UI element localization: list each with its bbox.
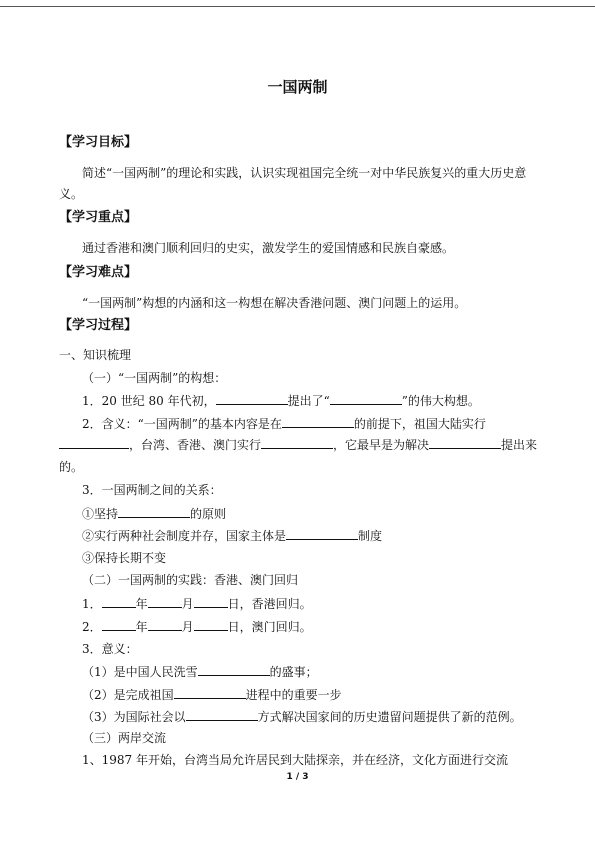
relation-1-text-b: 的原则: [190, 507, 227, 521]
macau-number: 2．: [82, 620, 102, 634]
heading-key-points: 【学习重点】: [59, 210, 138, 225]
relation-2-text-a: ②实行两种社会制度并存，国家主体是: [82, 529, 287, 543]
blank-principle[interactable]: [118, 505, 190, 518]
part-practice-heading: （二）一国两制的实践：香港、澳门回归: [82, 573, 299, 587]
goals-text-line2: 义。: [59, 187, 84, 201]
item-1-line: [82, 392, 480, 409]
blank-macau-month[interactable]: [148, 618, 182, 631]
item-2-line3: 的。: [59, 460, 84, 474]
item-2-text-a: 2．含义：“一国两制”的基本内容是在: [82, 417, 282, 431]
goals-text-line1: 简述“一国两制”的理论和实践，认识实现祖国完全统一对中华民族复兴的重大历史意: [82, 166, 527, 180]
significance-2-text-a: （2）是完成祖国: [82, 688, 174, 702]
blank-premise[interactable]: [282, 415, 354, 428]
item-1-text-a: 1．20 世纪 80 年代初，: [82, 394, 216, 408]
hk-month-label: 月: [181, 597, 194, 611]
blank-macau-year[interactable]: [102, 618, 136, 631]
hk-day-label: 日，香港回归。: [227, 597, 312, 611]
heading-goals: 【学习目标】: [59, 135, 138, 150]
item-2-line2: [59, 436, 537, 453]
blank-proposer[interactable]: [216, 392, 288, 405]
significance-3: [82, 708, 522, 725]
macau-return-line: [82, 618, 312, 635]
item-2-text-b: 的前提下，祖国大陆实行: [353, 417, 486, 431]
blank-concept[interactable]: [330, 392, 402, 405]
blank-original-issue[interactable]: [429, 436, 501, 449]
blank-hk-month[interactable]: [148, 595, 182, 608]
hk-return-line: [82, 595, 312, 612]
cross-strait-item-1: 1、1987 年开始，台湾当局允许居民到大陆探亲，并在经济，文化方面进行交流: [82, 753, 508, 767]
heading-process: 【学习过程】: [59, 318, 138, 333]
significance-heading: 3．意义：: [82, 642, 138, 656]
significance-2: [82, 686, 342, 703]
item-2-text-c: ，台湾、香港、澳门实行: [129, 438, 262, 452]
blank-mainland-system[interactable]: [59, 436, 129, 449]
macau-year-label: 年: [135, 620, 148, 634]
item-1-text-b: 提出了“: [287, 394, 330, 408]
blank-humiliation[interactable]: [198, 663, 270, 676]
part-cross-strait-heading: （三）两岸交流: [82, 731, 167, 745]
item-3-heading: 3．一国两制之间的关系：: [82, 483, 222, 497]
blank-macau-day[interactable]: [194, 618, 228, 631]
significance-3-text-b: 方式解决国家间的历史遗留问题提供了新的范例。: [257, 710, 522, 724]
macau-day-label: 日，澳门回归。: [227, 620, 312, 634]
relation-1-text-a: ①坚持: [82, 507, 119, 521]
heading-difficulties: 【学习难点】: [59, 265, 138, 280]
blank-hk-year[interactable]: [102, 595, 136, 608]
item-2-text-e: 提出来: [501, 438, 538, 452]
significance-3-text-a: （3）为国际社会以: [82, 710, 186, 724]
significance-2-text-b: 进程中的重要一步: [245, 688, 342, 702]
macau-month-label: 月: [181, 620, 194, 634]
relation-2: [82, 527, 382, 544]
item-2-text-d: ，它最早是为解决: [333, 438, 430, 452]
blank-unification[interactable]: [174, 686, 246, 699]
relation-1: [82, 505, 226, 522]
relation-2-text-b: 制度: [358, 529, 383, 543]
hk-year-label: 年: [135, 597, 148, 611]
blank-regions-system[interactable]: [261, 436, 333, 449]
hk-number: 1．: [82, 597, 102, 611]
significance-1: [82, 663, 318, 680]
relation-3: ③保持长期不变: [82, 551, 167, 565]
section-knowledge-review: 一、知识梳理: [59, 348, 132, 362]
blank-method[interactable]: [186, 708, 258, 721]
significance-1-text-a: （1）是中国人民洗雪: [82, 665, 198, 679]
item-2-line1: [82, 415, 486, 432]
item-1-text-c: ”的伟大构想。: [401, 394, 480, 408]
page-number: 1 / 3: [286, 772, 309, 782]
blank-hk-day[interactable]: [194, 595, 228, 608]
significance-1-text-b: 的盛事；: [269, 665, 318, 679]
page-top-rule: [0, 6, 595, 7]
page-title: 一国两制: [267, 78, 328, 96]
part-concept-heading: （一）“一国两制”的构想：: [82, 371, 227, 385]
blank-main-system[interactable]: [286, 527, 358, 540]
difficulties-text: “一国两制”构想的内涵和这一构想在解决香港问题、澳门问题上的运用。: [82, 296, 467, 310]
key-points-text: 通过香港和澳门顺利回归的史实，激发学生的爱国情感和民族自豪感。: [82, 241, 455, 255]
